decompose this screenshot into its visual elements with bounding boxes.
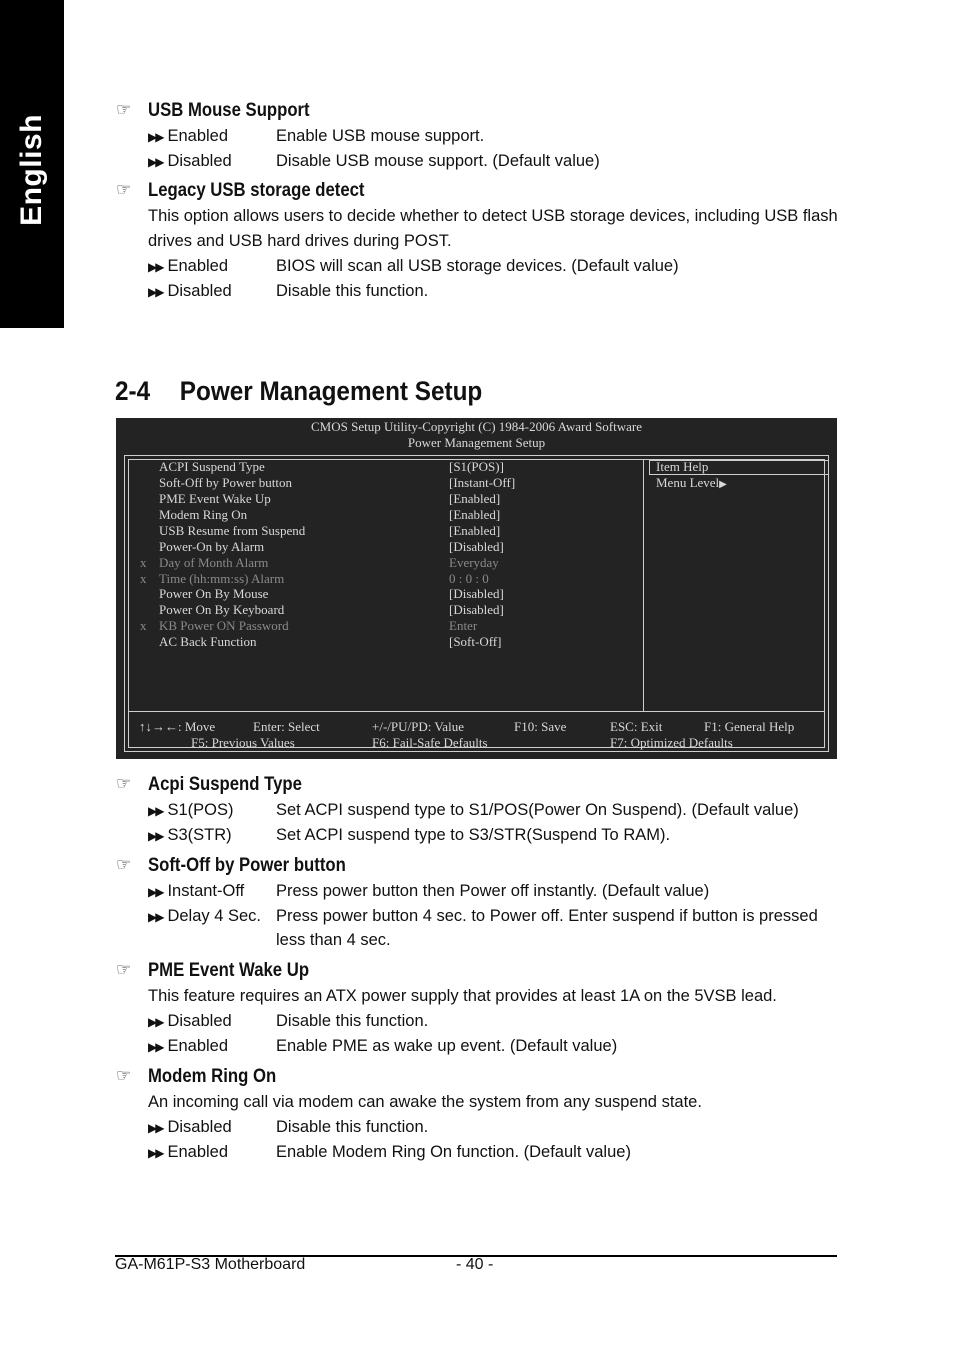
paragraph: An incoming call via modem can awake the system from any suspend state. [148, 1093, 702, 1111]
bios-item-value: Everyday [449, 555, 499, 570]
pointing-hand-icon: ☞ [116, 180, 132, 199]
bios-item-value: [Enabled] [449, 491, 501, 506]
bios-item-name: Power On By Mouse [159, 586, 269, 601]
key-value: +/-/PU/PD: Value [372, 719, 464, 734]
bios-item-name: Day of Month Alarm [159, 555, 269, 570]
option-label: ▶▶ S3(STR) [148, 826, 232, 844]
option-desc: Enable PME as wake up event. (Default value) [276, 1037, 618, 1055]
bios-item-value: [Disabled] [449, 539, 504, 554]
paragraph: drives and USB hard drives during POST. [148, 232, 452, 250]
pme-heading: PME Event Wake Up [148, 960, 310, 981]
footer-page-number: - 40 - [456, 1256, 494, 1273]
double-arrow-icon: ▶▶ [148, 1015, 163, 1029]
bios-item-name: Power On By Keyboard [159, 602, 285, 617]
bios-item-name: PME Event Wake Up [159, 491, 271, 506]
double-arrow-icon: ▶▶ [148, 1146, 163, 1160]
option-desc: Disable this function. [276, 282, 429, 300]
pointing-hand-icon: ☞ [116, 960, 132, 979]
key-move: ↑↓→←: Move [139, 719, 216, 734]
option-desc: Press power button then Power off instantly. (Default value) [276, 882, 710, 900]
option-label: ▶▶ Enabled [148, 257, 229, 275]
option-label: ▶▶ Disabled [148, 1012, 232, 1030]
double-arrow-icon: ▶▶ [148, 155, 163, 169]
key-optimized: F7: Optimized Defaults [610, 735, 733, 750]
language-tab-label: English [15, 114, 48, 226]
acpi-heading: Acpi Suspend Type [148, 774, 302, 795]
legacy-usb-heading: Legacy USB storage detect [148, 180, 365, 201]
key-select: Enter: Select [253, 719, 320, 734]
modem-heading: Modem Ring On [148, 1066, 277, 1087]
key-help: F1: General Help [704, 719, 795, 734]
option-label: ▶▶ Disabled [148, 282, 232, 300]
option-label: ▶▶ Disabled [148, 1118, 232, 1136]
pointing-hand-icon: ☞ [116, 1066, 132, 1085]
paragraph: This option allows users to decide whether to detect USB storage devices, including USB flash [148, 207, 838, 225]
bios-item-name: Time (hh:mm:ss) Alarm [159, 571, 285, 586]
bios-item-value: [Disabled] [449, 602, 504, 617]
bios-item-disabled-mark: x [140, 571, 147, 586]
bios-item-name: Soft-Off by Power button [159, 475, 293, 490]
section-title: 2-4 Power Management Setup [115, 376, 483, 406]
bios-header-copyright: CMOS Setup Utility-Copyright (C) 1984-2006 Award Software [310, 419, 642, 434]
bios-item-value: Enter [449, 618, 478, 633]
pointing-hand-icon: ☞ [116, 855, 132, 874]
option-desc-continued: less than 4 sec. [276, 931, 391, 949]
option-desc: BIOS will scan all USB storage devices. (Default value) [276, 257, 679, 275]
option-desc: Enable USB mouse support. [276, 127, 485, 145]
bios-item-value: [Enabled] [449, 523, 501, 538]
bios-item-name: USB Resume from Suspend [159, 523, 306, 538]
bios-item-disabled-mark: x [140, 618, 147, 633]
paragraph: This feature requires an ATX power supply that provides at least 1A on the 5VSB lead. [148, 987, 777, 1005]
double-arrow-icon: ▶▶ [148, 130, 163, 144]
option-desc: Disable this function. [276, 1012, 429, 1030]
bios-item-value: [Instant-Off] [449, 475, 516, 490]
bios-item-value: 0 : 0 : 0 [449, 571, 489, 586]
option-desc: Press power button 4 sec. to Power off. Enter suspend if button is pressed [276, 907, 818, 925]
double-arrow-icon: ▶▶ [148, 260, 163, 274]
pointing-hand-icon: ☞ [116, 100, 132, 119]
double-arrow-icon: ▶▶ [148, 804, 163, 818]
bios-item-value: [Disabled] [449, 586, 504, 601]
option-label: ▶▶ Enabled [148, 1037, 229, 1055]
double-arrow-icon: ▶▶ [148, 885, 163, 899]
triangle-right-icon: ▶ [719, 479, 727, 490]
bios-item-name: KB Power ON Password [159, 618, 289, 633]
bios-item-name: AC Back Function [159, 634, 257, 649]
language-tab [0, 0, 64, 328]
bios-item-name: Modem Ring On [159, 507, 248, 522]
bios-item-value: [Soft-Off] [449, 634, 502, 649]
key-previous: F5: Previous Values [191, 735, 295, 750]
option-label: ▶▶ Enabled [148, 127, 229, 145]
item-help-label: Item Help [656, 459, 709, 474]
bios-item-value: [Enabled] [449, 507, 501, 522]
option-desc: Set ACPI suspend type to S1/POS(Power On Suspend). (Default value) [276, 801, 799, 819]
footer-model: GA-M61P-S3 Motherboard [115, 1256, 306, 1273]
bios-item-value: [S1(POS)] [449, 459, 504, 474]
key-exit: ESC: Exit [610, 719, 663, 734]
bios-item-name: Power-On by Alarm [159, 539, 265, 554]
option-desc: Disable this function. [276, 1118, 429, 1136]
option-label: ▶▶ Instant-Off [148, 882, 245, 900]
bios-header-title: Power Management Setup [407, 435, 546, 450]
usb-mouse-heading: USB Mouse Support [148, 100, 310, 121]
softoff-heading: Soft-Off by Power button [148, 855, 346, 876]
menu-level-label: Menu Level▶ [656, 475, 727, 490]
double-arrow-icon: ▶▶ [148, 1040, 163, 1054]
bios-screen [116, 418, 837, 759]
option-desc: Disable USB mouse support. (Default value) [276, 152, 600, 170]
double-arrow-icon: ▶▶ [148, 829, 163, 843]
key-failsafe: F6: Fail-Safe Defaults [372, 735, 488, 750]
bios-frame [124, 455, 829, 752]
double-arrow-icon: ▶▶ [148, 910, 163, 924]
pointing-hand-icon: ☞ [116, 774, 132, 793]
option-label: ▶▶ Enabled [148, 1143, 229, 1161]
double-arrow-icon: ▶▶ [148, 285, 163, 299]
option-label: ▶▶ Delay 4 Sec. [148, 907, 262, 925]
option-label: ▶▶ S1(POS) [148, 801, 234, 819]
key-save: F10: Save [514, 719, 567, 734]
bios-item-disabled-mark: x [140, 555, 147, 570]
option-desc: Enable Modem Ring On function. (Default value) [276, 1143, 631, 1161]
option-label: ▶▶ Disabled [148, 152, 232, 170]
option-desc: Set ACPI suspend type to S3/STR(Suspend To RAM). [276, 826, 671, 844]
double-arrow-icon: ▶▶ [148, 1121, 163, 1135]
bios-item-name: ACPI Suspend Type [159, 459, 265, 474]
